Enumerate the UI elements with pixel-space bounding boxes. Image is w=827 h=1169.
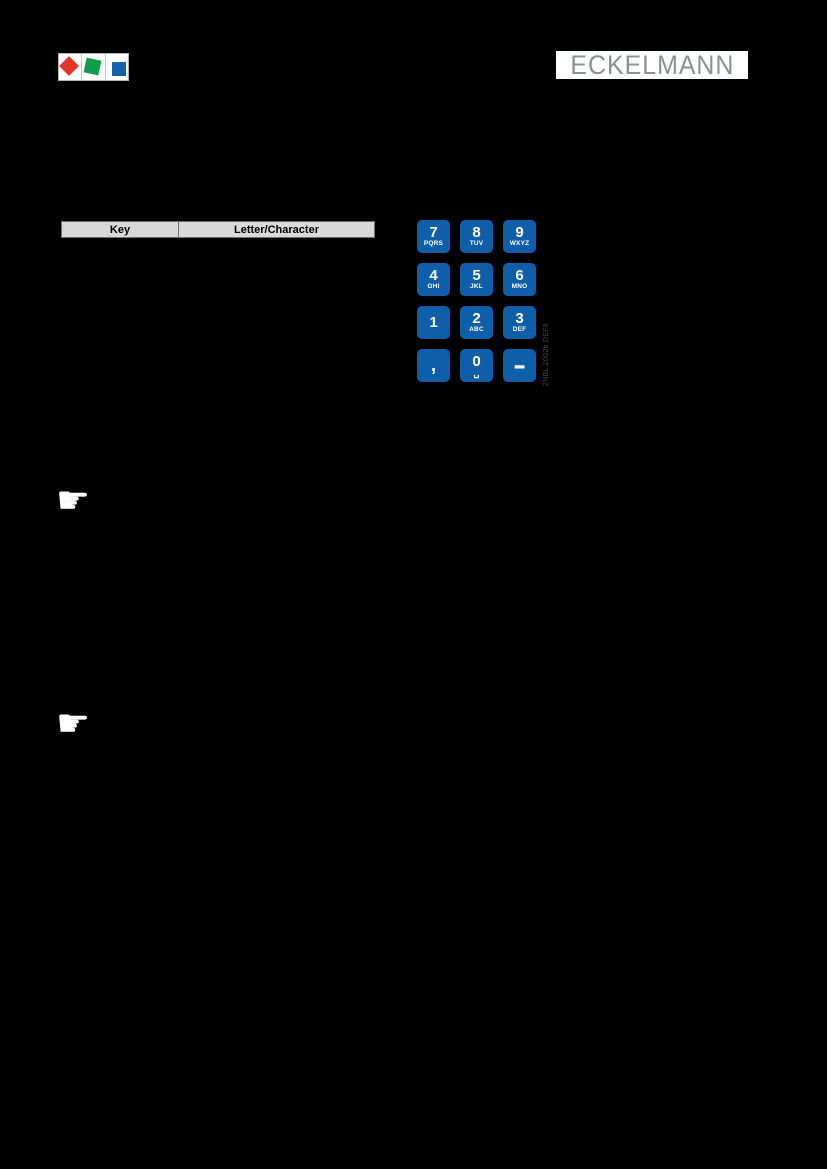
key-number: 1 <box>429 313 438 331</box>
key-number: 6 <box>515 267 524 284</box>
keypad-key-minus <box>503 349 536 382</box>
brand-wordmark: ECKELMANN <box>569 49 734 81</box>
keypad-key-9 <box>503 220 536 253</box>
key-letters: MNO <box>511 283 528 290</box>
key-letters: DEF <box>512 326 527 333</box>
logo-tile-cell <box>106 54 128 80</box>
table-header-key: Key <box>62 222 179 237</box>
key-letter-table-header <box>61 221 375 238</box>
keypad-key-7 <box>417 220 450 253</box>
key-number: 3 <box>515 310 524 327</box>
key-number: , <box>430 354 437 376</box>
keypad-figure-caption: 2NBL 2002b DEF9 <box>543 323 550 386</box>
key-number: 5 <box>472 267 481 284</box>
eckelmann-logo <box>556 51 748 79</box>
key-number: – <box>513 347 526 384</box>
logo-tile-cell <box>59 54 82 80</box>
keypad-key-6 <box>503 263 536 296</box>
keypad-key-comma <box>417 349 450 382</box>
keypad-key-3 <box>503 306 536 339</box>
key-letters: GHI <box>427 283 440 290</box>
key-number: 0 <box>472 352 481 370</box>
note-manicule-icon: ☛ <box>56 701 91 745</box>
keypad-figure <box>417 220 536 382</box>
key-number: 2 <box>472 310 481 327</box>
note-manicule-icon: ☛ <box>56 478 91 522</box>
green-square-icon <box>84 58 102 76</box>
keypad-key-2 <box>460 306 493 339</box>
key-number: 4 <box>429 267 438 284</box>
red-diamond-icon <box>59 56 79 76</box>
keypad-key-0 <box>460 349 493 382</box>
blue-square-icon <box>112 62 126 76</box>
keypad-key-1 <box>417 306 450 339</box>
keypad-key-4 <box>417 263 450 296</box>
key-letters: TUV <box>469 240 484 247</box>
keypad-key-5 <box>460 263 493 296</box>
key-letters: JKL <box>470 283 483 290</box>
key-number: 7 <box>429 224 438 241</box>
key-number: 9 <box>515 224 524 241</box>
keypad-key-8 <box>460 220 493 253</box>
key-letters: WXYZ <box>509 240 530 247</box>
key-space-symbol: ␣ <box>473 367 480 378</box>
table-header-letter-character: Letter/Character <box>234 223 319 236</box>
key-letters: PQRS <box>423 240 444 247</box>
key-number: 8 <box>472 224 481 241</box>
key-letters: ABC <box>469 326 484 333</box>
logo-tile-cell <box>82 54 105 80</box>
company-logo <box>58 53 129 81</box>
